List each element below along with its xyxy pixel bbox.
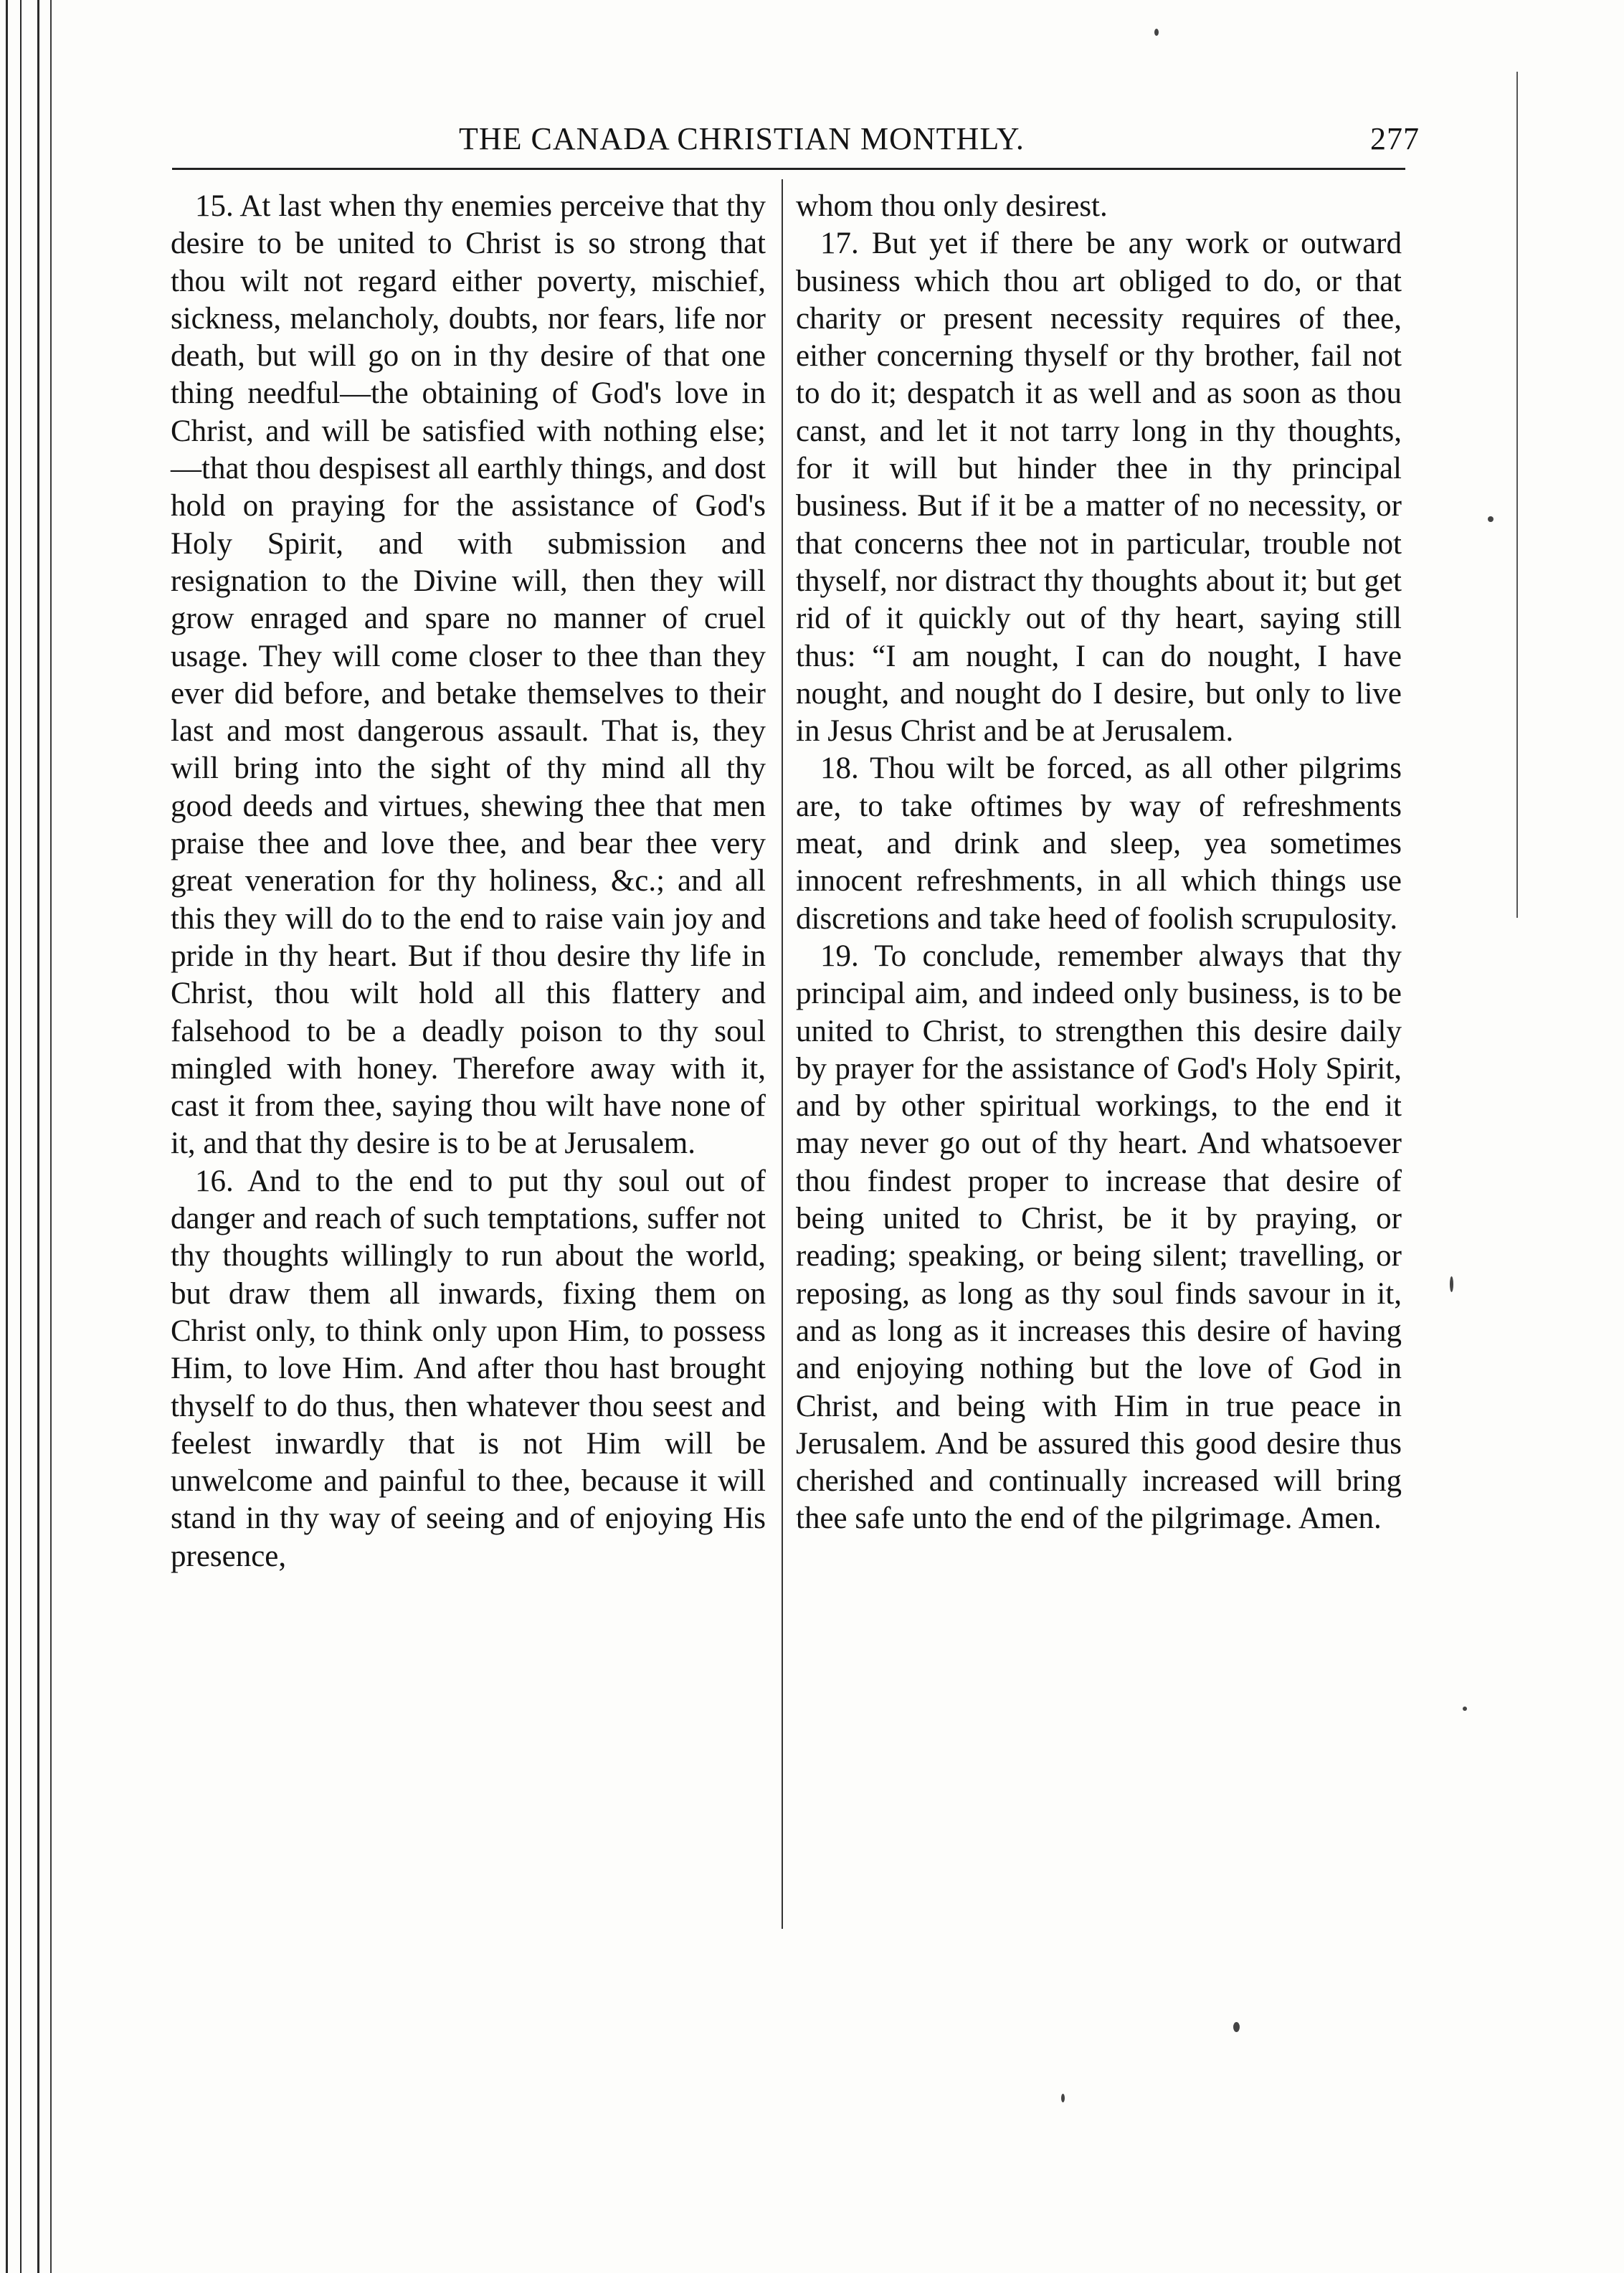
column-rule	[782, 179, 783, 1929]
scan-speck	[1463, 1707, 1467, 1711]
scan-speck	[1488, 516, 1494, 522]
scan-speck	[1450, 1276, 1453, 1292]
running-head	[402, 120, 1420, 163]
scan-speck	[1154, 29, 1159, 36]
paragraph-15: 15. At last when thy enemies perceive that thy desire to be united to Christ is so strong that thou wilt not regard either poverty, mischief, sickness, melancholy, doubts, nor fears, life nor death, but will go on in thy desire of that one thing needful—the obtaining of God's love in Christ, and will be satisfied with nothing else;—that thou despisest all earthly things, and dost hold on praying for the assistance of God's Holy Spirit, and with submission and resignation to the Divine will, then they will grow enraged and spare no manner of cruel usage. They will come closer to thee than they ever did before, and betake themselves to their last and most dangerous assault. That is, they will bring into the sight of thy mind all thy good deeds and virtues, shewing thee that men praise thee and love thee, and bear thee very great veneration for thy holiness, &c.; and all this they will do to the end to raise vain joy and pride in thy heart. But if thou desire thy life in Christ, thou wilt hold all this flattery and falsehood to be a deadly poison to thy soul mingled with honey. Therefore away with it, cast it from thee, saying thou wilt have none of it, and that thy desire is to be at Jerusalem.	[171, 189, 766, 1161]
binding-edge-line	[6, 0, 8, 2273]
header-rule	[172, 168, 1405, 170]
page-edge-line	[1516, 72, 1518, 918]
paragraph-16-continuation: whom thou only desirest.	[796, 189, 1108, 223]
binding-edge-line	[37, 0, 39, 2273]
paragraph-19: 19. To conclude, remember always that thy principal aim, and indeed only business, is to be united to Christ, to strengthen this desire daily by prayer for the assistance of God's Holy Spirit, and by other spiritual workings, to the end it may never go out of thy heart. And whatsoever thou findest proper to increase that desire of being united to Christ, be it by praying, or reading; speaking, or being silent; travelling, or reposing, as long as thy soul finds savour in it, and as long as it increases this desire of having and enjoying nothing but the love of God in Christ, and being with Him in true peace in Jerusalem. And be assured this good desire thus cherished and continually increased will bring thee safe unto the end of the pilgrimage. Amen.	[796, 939, 1402, 1536]
scan-speck	[1061, 2094, 1065, 2102]
binding-edge-line	[20, 0, 22, 2273]
paragraph-18: 18. Thou wilt be forced, as all other pilgrims are, to take oftimes by way of refreshments meat, and drink and sleep, yea sometimes innocent refreshments, in all which things use discretions and take heed of foolish scrupulosity.	[796, 751, 1402, 936]
binding-edge-line	[50, 0, 52, 2273]
paragraph-16: 16. And to the end to put thy soul out of danger and reach of such temptations, suffer not thy thoughts willingly to run about the world, but draw them all inwards, fixing them on Christ only, to think only upon Him, to possess Him, to love Him. And after thou hast brought thyself to do thus, then whatever thou seest and feelest inwardly that is not Him will be unwelcome and painful to thee, because it will stand in thy way of seeing and of enjoying His presence,	[171, 1164, 766, 1573]
right-column	[796, 188, 1402, 1538]
page-number: 277	[1370, 121, 1420, 156]
scan-speck	[1233, 2022, 1240, 2032]
left-column	[171, 188, 766, 1575]
paragraph-17: 17. But yet if there be any work or outward business which thou art obliged to do, or that charity or present necessity requires of thee, either concerning thyself or thy brother, fail not to do it; despatch it as well and as soon as thou canst, and let it not tarry long in thy thoughts, for it will but hinder thee in thy principal business. But if it be a matter of no necessity, or that concerns thee not in particular, trouble not thyself, nor distract thy thoughts about it; but get rid of it quickly out of thy heart, saying still thus: “I am nought, I can do nought, I have nought, and nought do I desire, but only to live in Jesus Christ and be at Jerusalem.	[796, 227, 1402, 749]
journal-title: THE CANADA CHRISTIAN MONTHLY.	[459, 121, 1025, 156]
